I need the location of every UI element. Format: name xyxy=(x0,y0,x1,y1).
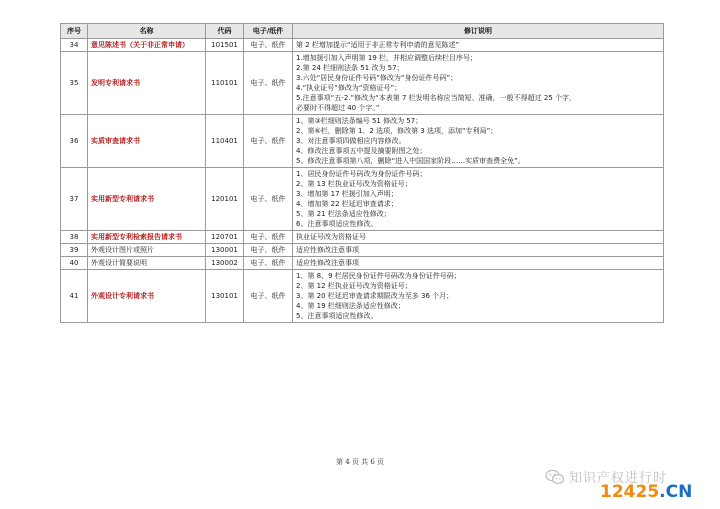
form-code: 101501 xyxy=(206,39,244,52)
wechat-icon xyxy=(545,469,565,485)
revision-notes xyxy=(293,231,664,244)
form-name: 外观设计专利请求书 xyxy=(88,270,206,323)
revision-note-line: 2、第 13 栏执业证号改为资格证号； xyxy=(296,180,412,188)
page-number: 第 4 页 共 6 页 xyxy=(335,458,385,466)
revision-note-line: 3、对注意事项四做相应内容修改。 xyxy=(296,137,406,145)
table-row xyxy=(61,257,664,270)
form-media: 电子、纸件 xyxy=(244,168,293,231)
form-code: 130002 xyxy=(206,257,244,270)
header-code: 代码 xyxy=(206,24,244,39)
site-logo-tld: CN xyxy=(665,482,693,502)
revision-note-line: 3、增加第 17 栏援引加入声明； xyxy=(296,190,398,198)
table-header-row xyxy=(61,24,664,39)
row-number: 35 xyxy=(61,52,88,115)
revision-note-line: 5、第 21 栏法条适应性修改； xyxy=(296,210,391,218)
form-name: 实用新型专利检索报告请求书 xyxy=(88,231,206,244)
table-row xyxy=(61,52,664,115)
revision-note-line: 2、第⑥栏，删除第 1、2 选项，修改第 3 选项，添加“专利局”； xyxy=(296,127,498,135)
revision-note-line: 1、第 8、9 栏居民身份证件号码改为身份证件号码； xyxy=(296,272,461,280)
revision-table xyxy=(60,23,664,323)
revision-note-line: 3.六处“居民身份证件号码”修改为“身份证件号码”； xyxy=(296,74,458,82)
table-row xyxy=(61,168,664,231)
row-number: 40 xyxy=(61,257,88,270)
revision-note-line: 2、第 12 栏执业证号改为资格证号； xyxy=(296,282,412,290)
table-row xyxy=(61,270,664,323)
revision-note-line: 适应性修改注意事项 xyxy=(296,259,359,267)
revision-note-line: 4、修改注意事项五中提及摘要附图之处； xyxy=(296,147,427,155)
revision-note-line: 4、第 19 栏细则法条适应性修改； xyxy=(296,302,405,310)
form-media: 电子、纸件 xyxy=(244,270,293,323)
row-number: 39 xyxy=(61,244,88,257)
header-no: 序号 xyxy=(61,24,88,39)
revision-note-line: 4.“执业证号”修改为“资格证号”； xyxy=(296,84,402,92)
form-media: 电子、纸件 xyxy=(244,244,293,257)
revision-note-line: 5、注意事项适应性修改。 xyxy=(296,312,378,320)
table-row xyxy=(61,231,664,244)
form-code: 120101 xyxy=(206,168,244,231)
form-media: 电子、纸件 xyxy=(244,115,293,168)
form-code: 110101 xyxy=(206,52,244,115)
header-notes: 修订说明 xyxy=(293,24,664,39)
form-code: 120701 xyxy=(206,231,244,244)
form-code: 130001 xyxy=(206,244,244,257)
row-number: 36 xyxy=(61,115,88,168)
revision-note-line: 适应性修改注意事项 xyxy=(296,246,359,254)
row-number: 34 xyxy=(61,39,88,52)
revision-notes xyxy=(293,244,664,257)
revision-note-line: 3、第 20 栏延迟审查请求期限改为至多 36 个月； xyxy=(296,292,454,300)
form-name: 实用新型专利请求书 xyxy=(88,168,206,231)
table-row xyxy=(61,39,664,52)
revision-notes xyxy=(293,115,664,168)
revision-notes xyxy=(293,257,664,270)
revision-note-line: 执业证号改为资格证号 xyxy=(296,233,366,241)
revision-notes xyxy=(293,52,664,115)
form-media: 电子、纸件 xyxy=(244,39,293,52)
revision-note-line: 第 2 栏增加提示“适用于非正常专利申请的意见陈述” xyxy=(296,41,460,49)
table-row xyxy=(61,244,664,257)
revision-note-line: 1、居民身份证件号码改为身份证件号码； xyxy=(296,170,427,178)
header-name: 名称 xyxy=(88,24,206,39)
row-number: 38 xyxy=(61,231,88,244)
revision-note-line: 5、修改注意事项第八项，删除“进入中国国家阶段……实质审查费全免”。 xyxy=(296,157,525,165)
form-name: 意见陈述书（关于非正常申请） xyxy=(88,39,206,52)
header-media: 电子/纸件 xyxy=(244,24,293,39)
form-media: 电子、纸件 xyxy=(244,231,293,244)
form-name: 外观设计简要说明 xyxy=(88,257,206,270)
watermark-text: 知识产权进行时 xyxy=(569,471,668,486)
revision-note-line: 6、注意事项适应性修改。 xyxy=(296,220,378,228)
site-logo xyxy=(600,482,692,502)
form-media: 电子、纸件 xyxy=(244,52,293,115)
form-media: 电子、纸件 xyxy=(244,257,293,270)
table-row xyxy=(61,115,664,168)
revision-note-line: 4、增加第 22 栏延迟审查请求； xyxy=(296,200,398,208)
revision-note-line: 必要时不得超过 40 个字。” xyxy=(296,104,380,112)
form-name: 外观设计图片或照片 xyxy=(88,244,206,257)
form-name: 实质审查请求书 xyxy=(88,115,206,168)
revision-note-line: 1、第③栏细则法条编号 51 修改为 57； xyxy=(296,117,423,125)
revision-notes xyxy=(293,39,664,52)
site-logo-number: 12425 xyxy=(600,482,660,502)
revision-notes xyxy=(293,168,664,231)
revision-note-line: 2.第 24 栏细则法条 51 改为 57； xyxy=(296,64,404,72)
site-logo-dot: . xyxy=(659,482,666,502)
row-number: 41 xyxy=(61,270,88,323)
revision-note-line: 1.增加援引加入声明第 19 栏，并相应调整后续栏目序号； xyxy=(296,54,478,62)
revision-note-line: 5.注意事项“五-2.”修改为“本表第 7 栏发明名称应当简短、准确，一般不得超过 25 个字， xyxy=(296,94,577,102)
revision-notes xyxy=(293,270,664,323)
form-code: 110401 xyxy=(206,115,244,168)
form-code: 130101 xyxy=(206,270,244,323)
form-name: 发明专利请求书 xyxy=(88,52,206,115)
row-number: 37 xyxy=(61,168,88,231)
